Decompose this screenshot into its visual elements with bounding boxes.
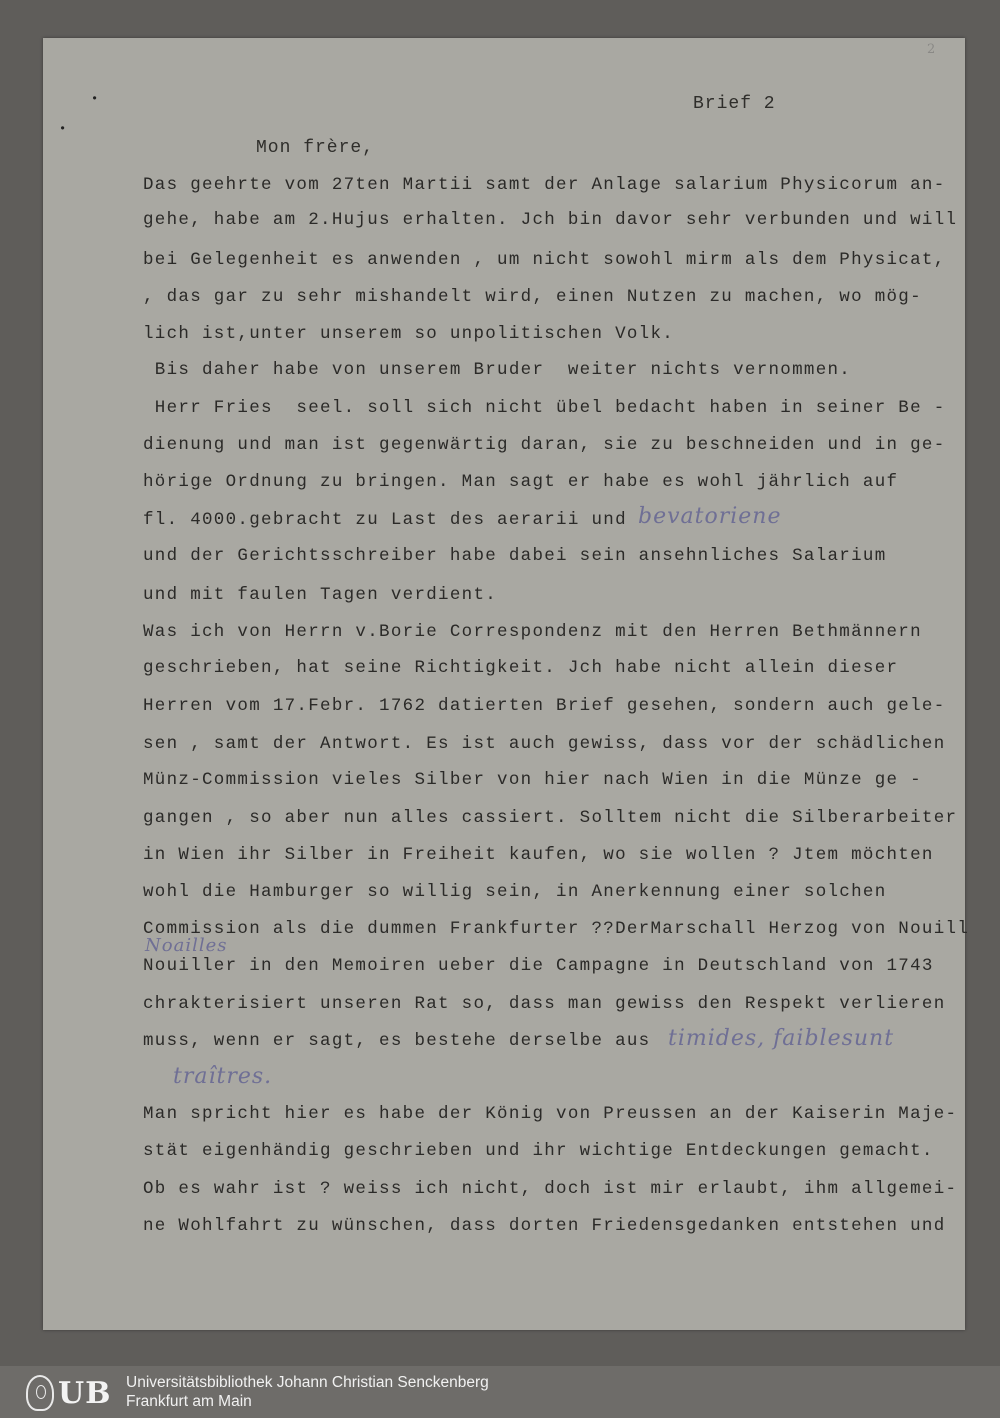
text-line: hörige Ordnung zu bringen. Man sagt er habe es wohl jährlich auf — [143, 472, 899, 492]
pencil-page-number: 2 — [927, 42, 936, 57]
text-line: stät eigenhändig geschrieben und ihr wichtige Entdeckungen gemacht. — [143, 1141, 934, 1161]
text-line: geschrieben, hat seine Richtigkeit. Jch habe nicht allein dieser — [143, 658, 899, 678]
text-line: sen , samt der Antwort. Es ist auch gewiss, dass vor der schädlichen — [143, 734, 946, 754]
margin-mark: • — [91, 92, 99, 106]
text-line: , das gar zu sehr mishandelt wird, einen Nutzen zu machen, wo mög- — [143, 287, 922, 307]
text-line: gehe, habe am 2.Hujus erhalten. Jch bin davor sehr verbunden und will — [143, 210, 958, 230]
text-line: und der Gerichtsschreiber habe dabei sein ansehnliches Salarium — [143, 546, 887, 566]
text-line: Nouiller in den Memoiren ueber die Campagne in Deutschland von 1743 — [143, 956, 934, 976]
portrait-icon — [26, 1375, 54, 1411]
handwritten-annotation: timides, faiblesunt — [668, 1026, 895, 1051]
text-line: Herren vom 17.Febr. 1762 datierten Brief gesehen, sondern auch gele- — [143, 696, 946, 716]
ub-logo — [26, 1374, 116, 1412]
text-line: chrakterisiert unseren Rat so, dass man gewiss den Respekt verlieren — [143, 994, 946, 1014]
institution-name: Universitätsbibliothek Johann Christian Senckenberg — [126, 1374, 489, 1391]
text-line: gangen , so aber nun alles cassiert. Solltem nicht die Silberarbeiter — [143, 808, 958, 828]
text-line: Was ich von Herrn v.Borie Correspondenz mit den Herren Bethmännern — [143, 622, 922, 642]
text-line: Münz-Commission vieles Silber von hier nach Wien in die Münze ge - — [143, 770, 922, 790]
salutation: Mon frère, — [256, 138, 375, 158]
handwritten-annotation: Noailles — [145, 935, 228, 956]
text-line: Ob es wahr ist ? weiss ich nicht, doch ist mir erlaubt, ihm allgemei- — [143, 1179, 958, 1199]
text-line: lich ist,unter unserem so unpolitischen Volk. — [143, 324, 675, 344]
typewritten-letter-page — [43, 38, 970, 1330]
text-line: in Wien ihr Silber in Freiheit kaufen, wo sie wollen ? Jtem möchten — [143, 845, 934, 865]
institution-city: Frankfurt am Main — [126, 1393, 252, 1410]
text-line: muss, wenn er sagt, es bestehe derselbe aus — [143, 1031, 651, 1051]
margin-mark: • — [59, 122, 67, 136]
handwritten-annotation: traîtres. — [173, 1064, 273, 1089]
text-line: bei Gelegenheit es anwenden , um nicht sowohl mirm als dem Physicat, — [143, 250, 946, 270]
text-line: wohl die Hamburger so willig sein, in Anerkennung einer solchen — [143, 882, 887, 902]
text-line: fl. 4000.gebracht zu Last des aerarii und — [143, 510, 627, 530]
text-line: Herr Fries seel. soll sich nicht übel bedacht haben in seiner Be - — [143, 398, 946, 418]
library-footer — [0, 1366, 1000, 1418]
text-line: dienung und man ist gegenwärtig daran, sie zu beschneiden und in ge- — [143, 435, 946, 455]
text-line: ne Wohlfahrt zu wünschen, dass dorten Friedensgedanken entstehen und — [143, 1216, 946, 1236]
text-line: Commission als die dummen Frankfurter ??DerMarschall Herzog von Nouill — [143, 919, 970, 939]
handwritten-annotation: bevatoriene — [638, 504, 782, 529]
letter-header: Brief 2 — [693, 94, 776, 114]
text-line: Das geehrte vom 27ten Martii samt der Anlage salarium Physicorum an- — [143, 175, 946, 195]
logo-text: UB — [58, 1375, 112, 1411]
text-line: Man spricht hier es habe der König von Preussen an der Kaiserin Maje- — [143, 1104, 958, 1124]
text-line: Bis daher habe von unserem Bruder weiter nichts vernommen. — [143, 360, 852, 380]
text-line: und mit faulen Tagen verdient. — [143, 585, 498, 605]
